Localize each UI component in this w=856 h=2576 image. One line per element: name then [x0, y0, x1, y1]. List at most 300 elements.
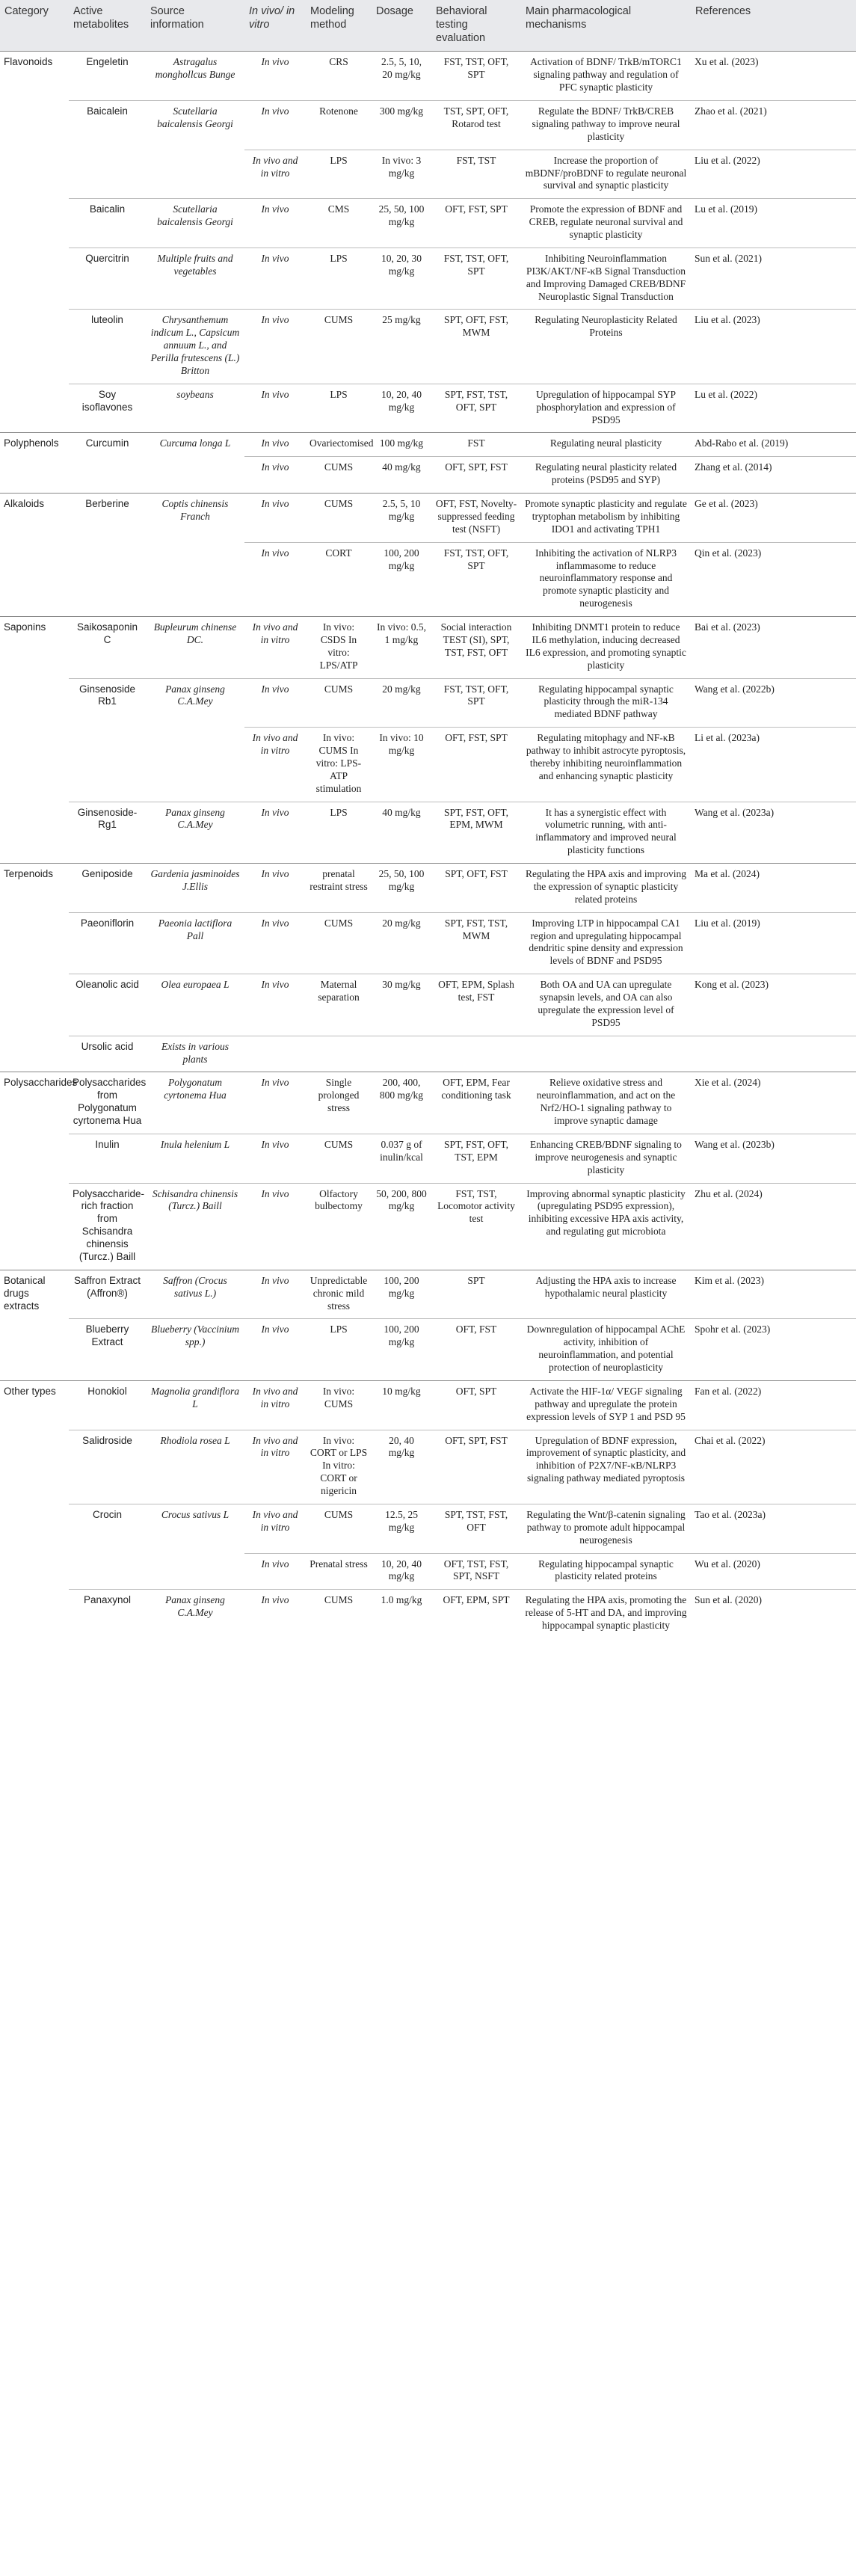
table-row — [0, 542, 856, 616]
cell-invivo: In vivo — [244, 199, 306, 248]
cell-behavior: FST, TST, OFT, SPT — [431, 248, 521, 310]
cell-reference: Abd-Rabo et al. (2019) — [691, 433, 856, 457]
cell-reference: Tao et al. (2023a) — [691, 1504, 856, 1553]
cell-reference: Kim et al. (2023) — [691, 1270, 856, 1319]
cell-mechanism: Inhibiting the activation of NLRP3 inflammasome to reduce neuroinflammatory response and promote synaptic plasticity and neurogenesis — [521, 542, 691, 616]
cell-invivo: In vivo — [244, 494, 306, 543]
cell-category: Polysaccharides — [0, 1072, 69, 1134]
cell-reference: Bai et al. (2023) — [691, 617, 856, 679]
cell-mechanism: Both OA and UA can upregulate synapsin levels, and OA can also upregulate the expression level of PSD95 — [521, 974, 691, 1036]
table-row — [0, 802, 856, 864]
cell-invivo: In vivo — [244, 433, 306, 457]
cell-mechanism: Downregulation of hippocampal AChE activity, inhibition of neuroinflammation, and potential protection of neuroplasticity — [521, 1319, 691, 1381]
table-row — [0, 1504, 856, 1553]
cell-reference: Kong et al. (2023) — [691, 974, 856, 1036]
header-category: Category — [0, 0, 69, 52]
cell-category: Flavonoids — [0, 52, 69, 101]
cell-behavior: OFT, SPT, FST — [431, 1430, 521, 1504]
cell-reference — [691, 1036, 856, 1072]
cell-model: Maternal separation — [306, 974, 372, 1036]
cell-invivo: In vivo — [244, 974, 306, 1036]
cell-reference: Wang et al. (2022b) — [691, 678, 856, 728]
cell-dosage: In vivo: 3 mg/kg — [372, 150, 431, 199]
table-row — [0, 1590, 856, 1638]
cell-invivo: In vivo and in vitro — [244, 1504, 306, 1553]
cell-behavior: SPT, TST, FST, OFT — [431, 1504, 521, 1553]
cell-metabolite: luteolin — [69, 310, 146, 384]
table-row — [0, 199, 856, 248]
cell-reference: Zhu et al. (2024) — [691, 1183, 856, 1270]
cell-category — [0, 199, 69, 248]
cell-source: Coptis chinensis Franch — [146, 494, 244, 543]
cell-dosage: 0.037 g of inulin/kcal — [372, 1134, 431, 1183]
cell-source — [146, 457, 244, 494]
cell-mechanism — [521, 1036, 691, 1072]
cell-model: CUMS — [306, 1504, 372, 1553]
cell-mechanism: Regulating the HPA axis and improving the expression of synaptic plasticity related proteins — [521, 864, 691, 913]
cell-invivo: In vivo — [244, 864, 306, 913]
cell-mechanism: Regulate the BDNF/ TrkB/CREB signaling pathway to improve neural plasticity — [521, 101, 691, 150]
table-row — [0, 1430, 856, 1504]
cell-behavior: OFT, SPT — [431, 1380, 521, 1430]
cell-metabolite: Saikosaponin C — [69, 617, 146, 679]
cell-invivo: In vivo — [244, 1590, 306, 1638]
cell-behavior: OFT, FST — [431, 1319, 521, 1381]
cell-behavior: SPT, FST, OFT, TST, EPM — [431, 1134, 521, 1183]
cell-source: Panax ginseng C.A.Mey — [146, 802, 244, 864]
cell-category — [0, 248, 69, 310]
cell-dosage: 40 mg/kg — [372, 802, 431, 864]
cell-reference: Ge et al. (2023) — [691, 494, 856, 543]
cell-metabolite: Ginsenoside-Rg1 — [69, 802, 146, 864]
cell-invivo: In vivo — [244, 912, 306, 974]
cell-model: In vivo: CORT or LPS In vitro: CORT or nigericin — [306, 1430, 372, 1504]
table-row — [0, 433, 856, 457]
cell-reference: Wang et al. (2023a) — [691, 802, 856, 864]
table-row — [0, 1319, 856, 1381]
cell-source: Polygonatum cyrtonema Hua — [146, 1072, 244, 1134]
cell-dosage — [372, 1036, 431, 1072]
cell-behavior: OFT, FST, Novelty-suppressed feeding test (NSFT) — [431, 494, 521, 543]
cell-reference: Chai et al. (2022) — [691, 1430, 856, 1504]
table-row — [0, 678, 856, 728]
cell-invivo: In vivo — [244, 310, 306, 384]
table-row — [0, 150, 856, 199]
cell-mechanism: Upregulation of BDNF expression, improvement of synaptic plasticity, and inhibition of P2X7/NF-κB/NLRP3 signaling pathway mediated pyroptosis — [521, 1430, 691, 1504]
cell-invivo: In vivo — [244, 1072, 306, 1134]
cell-behavior: Social interaction TEST (SI), SPT, TST, FST, OFT — [431, 617, 521, 679]
cell-category: Terpenoids — [0, 864, 69, 913]
cell-dosage: 10, 20, 40 mg/kg — [372, 1553, 431, 1590]
table-row — [0, 864, 856, 913]
cell-behavior: SPT, FST, OFT, EPM, MWM — [431, 802, 521, 864]
cell-reference: Spohr et al. (2023) — [691, 1319, 856, 1381]
cell-reference: Qin et al. (2023) — [691, 542, 856, 616]
cell-dosage: 10 mg/kg — [372, 1380, 431, 1430]
cell-reference: Wang et al. (2023b) — [691, 1134, 856, 1183]
cell-model: CUMS — [306, 457, 372, 494]
cell-metabolite — [69, 150, 146, 199]
cell-dosage: 2.5, 5, 10, 20 mg/kg — [372, 52, 431, 101]
cell-category — [0, 974, 69, 1036]
cell-dosage: 20, 40 mg/kg — [372, 1430, 431, 1504]
cell-model: CUMS — [306, 678, 372, 728]
cell-reference: Lu et al. (2022) — [691, 384, 856, 433]
cell-source: Astragalus monghollcus Bunge — [146, 52, 244, 101]
cell-category: Botanical drugs extracts — [0, 1270, 69, 1319]
cell-dosage: 25, 50, 100 mg/kg — [372, 864, 431, 913]
cell-model — [306, 1036, 372, 1072]
cell-invivo: In vivo — [244, 1183, 306, 1270]
cell-invivo: In vivo — [244, 1270, 306, 1319]
cell-mechanism: Improving LTP in hippocampal CA1 region and upregulating hippocampal dendritic spine density and expression levels of BDNF and PSD95 — [521, 912, 691, 974]
cell-invivo: In vivo and in vitro — [244, 1380, 306, 1430]
cell-dosage: 100, 200 mg/kg — [372, 1270, 431, 1319]
cell-source: Olea europaea L — [146, 974, 244, 1036]
cell-model: CMS — [306, 199, 372, 248]
cell-model: Single prolonged stress — [306, 1072, 372, 1134]
cell-dosage: 10, 20, 30 mg/kg — [372, 248, 431, 310]
cell-reference: Fan et al. (2022) — [691, 1380, 856, 1430]
cell-invivo: In vivo — [244, 1134, 306, 1183]
cell-reference: Zhao et al. (2021) — [691, 101, 856, 150]
cell-mechanism: Activation of BDNF/ TrkB/mTORC1 signaling pathway and regulation of PFC synaptic plasticity — [521, 52, 691, 101]
cell-mechanism: Regulating mitophagy and NF-κB pathway to inhibit astrocyte pyroptosis, thereby inhibiting neuroinflammation and enhancing synaptic plasticity — [521, 728, 691, 802]
cell-mechanism: Regulating hippocampal synaptic plasticity related proteins — [521, 1553, 691, 1590]
cell-source: Chrysanthemum indicum L., Capsicum annuum L., and Perilla frutescens (L.) Britton — [146, 310, 244, 384]
cell-dosage: In vivo: 0.5, 1 mg/kg — [372, 617, 431, 679]
cell-invivo: In vivo — [244, 802, 306, 864]
cell-category — [0, 1430, 69, 1504]
cell-source — [146, 150, 244, 199]
cell-mechanism: Regulating the Wnt/β-catenin signaling pathway to promote adult hippocampal neurogenesis — [521, 1504, 691, 1553]
cell-model: CUMS — [306, 912, 372, 974]
cell-behavior: OFT, EPM, Fear conditioning task — [431, 1072, 521, 1134]
cell-category — [0, 1036, 69, 1072]
cell-category — [0, 1319, 69, 1381]
table-row — [0, 1183, 856, 1270]
cell-metabolite: Soy isoflavones — [69, 384, 146, 433]
cell-model: Unpredictable chronic mild stress — [306, 1270, 372, 1319]
header-active-metabolites: Active metabolites — [69, 0, 146, 52]
cell-reference: Lu et al. (2019) — [691, 199, 856, 248]
cell-reference: Liu et al. (2019) — [691, 912, 856, 974]
cell-model: In vivo: CUMS — [306, 1380, 372, 1430]
cell-mechanism: Adjusting the HPA axis to increase hypothalamic neural plasticity — [521, 1270, 691, 1319]
cell-mechanism: Improving abnormal synaptic plasticity (upregulating PSD95 expression), inhibiting excessive HPA axis activity, and regulating gut microbiota — [521, 1183, 691, 1270]
cell-mechanism: Relieve oxidative stress and neuroinflammation, and act on the Nrf2/HO-1 signaling pathway to improve synaptic damage — [521, 1072, 691, 1134]
cell-reference: Xie et al. (2024) — [691, 1072, 856, 1134]
cell-model: Rotenone — [306, 101, 372, 150]
cell-metabolite: Polysaccharides from Polygonatum cyrtonema Hua — [69, 1072, 146, 1134]
cell-metabolite: Ursolic acid — [69, 1036, 146, 1072]
cell-metabolite: Engeletin — [69, 52, 146, 101]
cell-dosage: 10, 20, 40 mg/kg — [372, 384, 431, 433]
table-row — [0, 248, 856, 310]
cell-behavior: OFT, EPM, Splash test, FST — [431, 974, 521, 1036]
cell-mechanism: Activate the HIF-1α/ VEGF signaling pathway and upregulate the protein expression levels of SYP 1 and PSD 95 — [521, 1380, 691, 1430]
cell-mechanism: Regulating the HPA axis, promoting the release of 5-HT and DA, and improving hippocampal synaptic plasticity — [521, 1590, 691, 1638]
cell-metabolite — [69, 1553, 146, 1590]
cell-dosage: 1.0 mg/kg — [372, 1590, 431, 1638]
cell-source: soybeans — [146, 384, 244, 433]
cell-metabolite: Blueberry Extract — [69, 1319, 146, 1381]
cell-model: CUMS — [306, 310, 372, 384]
table-row — [0, 384, 856, 433]
cell-invivo — [244, 1036, 306, 1072]
cell-mechanism: Regulating hippocampal synaptic plasticity through the miR-134 mediated BDNF pathway — [521, 678, 691, 728]
cell-source: Bupleurum chinense DC. — [146, 617, 244, 679]
cell-behavior: FST, TST — [431, 150, 521, 199]
table-row — [0, 1036, 856, 1072]
cell-metabolite: Baicalein — [69, 101, 146, 150]
cell-source: Schisandra chinensis (Turcz.) Baill — [146, 1183, 244, 1270]
cell-invivo: In vivo — [244, 384, 306, 433]
table-row — [0, 617, 856, 679]
table-header — [0, 0, 856, 52]
cell-category — [0, 542, 69, 616]
cell-behavior: SPT, FST, TST, OFT, SPT — [431, 384, 521, 433]
table-row — [0, 101, 856, 150]
cell-source — [146, 542, 244, 616]
cell-invivo: In vivo — [244, 1553, 306, 1590]
cell-category — [0, 1134, 69, 1183]
cell-mechanism: Promote the expression of BDNF and CREB, regulate neuronal survival and synaptic plasticity — [521, 199, 691, 248]
cell-category — [0, 101, 69, 150]
cell-dosage: 20 mg/kg — [372, 678, 431, 728]
cell-category — [0, 1590, 69, 1638]
table-row — [0, 310, 856, 384]
cell-model: Ovariectomised — [306, 433, 372, 457]
cell-invivo: In vivo — [244, 1319, 306, 1381]
cell-dosage: 100 mg/kg — [372, 433, 431, 457]
cell-dosage: 300 mg/kg — [372, 101, 431, 150]
cell-behavior: TST, SPT, OFT, Rotarod test — [431, 101, 521, 150]
cell-invivo: In vivo — [244, 542, 306, 616]
cell-mechanism: Upregulation of hippocampal SYP phosphorylation and expression of PSD95 — [521, 384, 691, 433]
cell-metabolite: Baicalin — [69, 199, 146, 248]
cell-invivo: In vivo and in vitro — [244, 150, 306, 199]
cell-behavior: OFT, EPM, SPT — [431, 1590, 521, 1638]
cell-metabolite: Inulin — [69, 1134, 146, 1183]
cell-source: Panax ginseng C.A.Mey — [146, 1590, 244, 1638]
table-row — [0, 1553, 856, 1590]
cell-mechanism: Inhibiting DNMT1 protein to reduce IL6 methylation, inducing decreased IL6 expression, and promoting synaptic plasticity — [521, 617, 691, 679]
cell-mechanism: Increase the proportion of mBDNF/proBDNF to regulate neuronal survival and synaptic plasticity — [521, 150, 691, 199]
cell-model: CUMS — [306, 1590, 372, 1638]
cell-model: Prenatal stress — [306, 1553, 372, 1590]
cell-model: CUMS — [306, 1134, 372, 1183]
cell-invivo: In vivo — [244, 678, 306, 728]
cell-source — [146, 728, 244, 802]
cell-source: Saffron (Crocus sativus L.) — [146, 1270, 244, 1319]
cell-dosage: 200, 400, 800 mg/kg — [372, 1072, 431, 1134]
cell-behavior: FST, TST, OFT, SPT — [431, 678, 521, 728]
cell-category — [0, 1183, 69, 1270]
cell-metabolite — [69, 542, 146, 616]
cell-reference: Wu et al. (2020) — [691, 1553, 856, 1590]
cell-behavior — [431, 1036, 521, 1072]
cell-invivo: In vivo — [244, 52, 306, 101]
cell-category — [0, 457, 69, 494]
cell-category — [0, 912, 69, 974]
cell-dosage: In vivo: 10 mg/kg — [372, 728, 431, 802]
cell-metabolite: Curcumin — [69, 433, 146, 457]
cell-source: Multiple fruits and vegetables — [146, 248, 244, 310]
cell-category — [0, 802, 69, 864]
header-mechanism: Main pharmacological mechanisms — [521, 0, 691, 52]
cell-category — [0, 728, 69, 802]
cell-dosage: 100, 200 mg/kg — [372, 1319, 431, 1381]
cell-invivo: In vivo — [244, 248, 306, 310]
cell-model: Olfactory bulbectomy — [306, 1183, 372, 1270]
cell-source: Curcuma longa L — [146, 433, 244, 457]
cell-behavior: OFT, TST, FST, SPT, NSFT — [431, 1553, 521, 1590]
header-references: References — [691, 0, 856, 52]
cell-model: CRS — [306, 52, 372, 101]
cell-metabolite: Quercitrin — [69, 248, 146, 310]
cell-category — [0, 310, 69, 384]
header-behavior: Behavioral testing evaluation — [431, 0, 521, 52]
header-model: Modeling method — [306, 0, 372, 52]
cell-metabolite: Saffron Extract (Affron®) — [69, 1270, 146, 1319]
cell-source: Panax ginseng C.A.Mey — [146, 678, 244, 728]
cell-category: Saponins — [0, 617, 69, 679]
table-row — [0, 912, 856, 974]
header-source: Source information — [146, 0, 244, 52]
cell-category: Alkaloids — [0, 494, 69, 543]
cell-reference: Liu et al. (2022) — [691, 150, 856, 199]
cell-behavior: FST, TST, OFT, SPT — [431, 52, 521, 101]
table-body — [0, 52, 856, 1638]
cell-reference: Ma et al. (2024) — [691, 864, 856, 913]
cell-behavior: FST, TST, Locomotor activity test — [431, 1183, 521, 1270]
cell-behavior: SPT — [431, 1270, 521, 1319]
cell-metabolite: Polysaccharide-rich fraction from Schisandra chinensis (Turcz.) Baill — [69, 1183, 146, 1270]
cell-behavior: FST, TST, OFT, SPT — [431, 542, 521, 616]
cell-model: CORT — [306, 542, 372, 616]
cell-source: Scutellaria baicalensis Georgi — [146, 199, 244, 248]
cell-dosage: 30 mg/kg — [372, 974, 431, 1036]
cell-dosage: 40 mg/kg — [372, 457, 431, 494]
cell-behavior: SPT, OFT, FST, MWM — [431, 310, 521, 384]
cell-behavior: SPT, FST, TST, MWM — [431, 912, 521, 974]
table-row — [0, 1270, 856, 1319]
cell-mechanism: Inhibiting Neuroinflammation PI3K/AKT/NF-κB Signal Transduction and Improving Damaged CREB/BDNF Neuroplastic Signal Transduction — [521, 248, 691, 310]
cell-source: Inula helenium L — [146, 1134, 244, 1183]
cell-model: LPS — [306, 248, 372, 310]
cell-invivo: In vivo — [244, 457, 306, 494]
cell-invivo: In vivo and in vitro — [244, 617, 306, 679]
cell-dosage: 20 mg/kg — [372, 912, 431, 974]
cell-category — [0, 1553, 69, 1590]
table-row — [0, 494, 856, 543]
cell-behavior: OFT, SPT, FST — [431, 457, 521, 494]
cell-metabolite: Paeoniflorin — [69, 912, 146, 974]
cell-invivo: In vivo and in vitro — [244, 728, 306, 802]
cell-category — [0, 1504, 69, 1553]
cell-source: Gardenia jasminoides J.Ellis — [146, 864, 244, 913]
cell-source: Magnolia grandiflora L — [146, 1380, 244, 1430]
cell-source: Crocus sativus L — [146, 1504, 244, 1553]
cell-dosage: 12.5, 25 mg/kg — [372, 1504, 431, 1553]
cell-dosage: 100, 200 mg/kg — [372, 542, 431, 616]
cell-mechanism: Regulating Neuroplasticity Related Proteins — [521, 310, 691, 384]
cell-reference: Liu et al. (2023) — [691, 310, 856, 384]
cell-metabolite: Ginsenoside Rb1 — [69, 678, 146, 728]
cell-category — [0, 150, 69, 199]
header-dosage: Dosage — [372, 0, 431, 52]
cell-model: LPS — [306, 802, 372, 864]
cell-metabolite: Geniposide — [69, 864, 146, 913]
cell-category: Polyphenols — [0, 433, 69, 457]
cell-invivo: In vivo and in vitro — [244, 1430, 306, 1504]
cell-behavior: OFT, FST, SPT — [431, 728, 521, 802]
cell-source: Scutellaria baicalensis Georgi — [146, 101, 244, 150]
header-invivo: In vivo/ in vitro — [244, 0, 306, 52]
cell-metabolite — [69, 728, 146, 802]
cell-category — [0, 678, 69, 728]
cell-behavior: OFT, FST, SPT — [431, 199, 521, 248]
cell-mechanism: Regulating neural plasticity related proteins (PSD95 and SYP) — [521, 457, 691, 494]
cell-category — [0, 384, 69, 433]
table-row — [0, 728, 856, 802]
cell-source: Rhodiola rosea L — [146, 1430, 244, 1504]
cell-dosage: 25 mg/kg — [372, 310, 431, 384]
cell-mechanism: Regulating neural plasticity — [521, 433, 691, 457]
cell-source: Exists in various plants — [146, 1036, 244, 1072]
cell-mechanism: Enhancing CREB/BDNF signaling to improve neurogenesis and synaptic plasticity — [521, 1134, 691, 1183]
cell-reference: Sun et al. (2020) — [691, 1590, 856, 1638]
cell-metabolite: Oleanolic acid — [69, 974, 146, 1036]
cell-mechanism: It has a synergistic effect with volumetric running, with anti-inflammatory and improved neural plasticity functions — [521, 802, 691, 864]
cell-source: Paeonia lactiflora Pall — [146, 912, 244, 974]
cell-reference: Xu et al. (2023) — [691, 52, 856, 101]
cell-metabolite: Honokiol — [69, 1380, 146, 1430]
cell-source: Blueberry (Vaccinium spp.) — [146, 1319, 244, 1381]
cell-model: prenatal restraint stress — [306, 864, 372, 913]
cell-category: Other types — [0, 1380, 69, 1430]
cell-model: CUMS — [306, 494, 372, 543]
table-row — [0, 974, 856, 1036]
cell-source — [146, 1553, 244, 1590]
cell-model: LPS — [306, 150, 372, 199]
cell-mechanism: Promote synaptic plasticity and regulate tryptophan metabolism by inhibiting IDO1 and activating TPH1 — [521, 494, 691, 543]
table-row — [0, 1380, 856, 1430]
cell-model: LPS — [306, 1319, 372, 1381]
cell-metabolite: Crocin — [69, 1504, 146, 1553]
cell-reference: Zhang et al. (2014) — [691, 457, 856, 494]
cell-dosage: 2.5, 5, 10 mg/kg — [372, 494, 431, 543]
cell-behavior: SPT, OFT, FST — [431, 864, 521, 913]
cell-metabolite — [69, 457, 146, 494]
cell-model: LPS — [306, 384, 372, 433]
table-row — [0, 1072, 856, 1134]
cell-behavior: FST — [431, 433, 521, 457]
cell-model: In vivo: CSDS In vitro: LPS/ATP — [306, 617, 372, 679]
table-row — [0, 52, 856, 101]
table-row — [0, 457, 856, 494]
cell-dosage: 25, 50, 100 mg/kg — [372, 199, 431, 248]
cell-dosage: 50, 200, 800 mg/kg — [372, 1183, 431, 1270]
table-row — [0, 1134, 856, 1183]
cell-metabolite: Panaxynol — [69, 1590, 146, 1638]
cell-invivo: In vivo — [244, 101, 306, 150]
cell-model: In vivo: CUMS In vitro: LPS-ATP stimulation — [306, 728, 372, 802]
cell-reference: Li et al. (2023a) — [691, 728, 856, 802]
cell-reference: Sun et al. (2021) — [691, 248, 856, 310]
cell-metabolite: Salidroside — [69, 1430, 146, 1504]
